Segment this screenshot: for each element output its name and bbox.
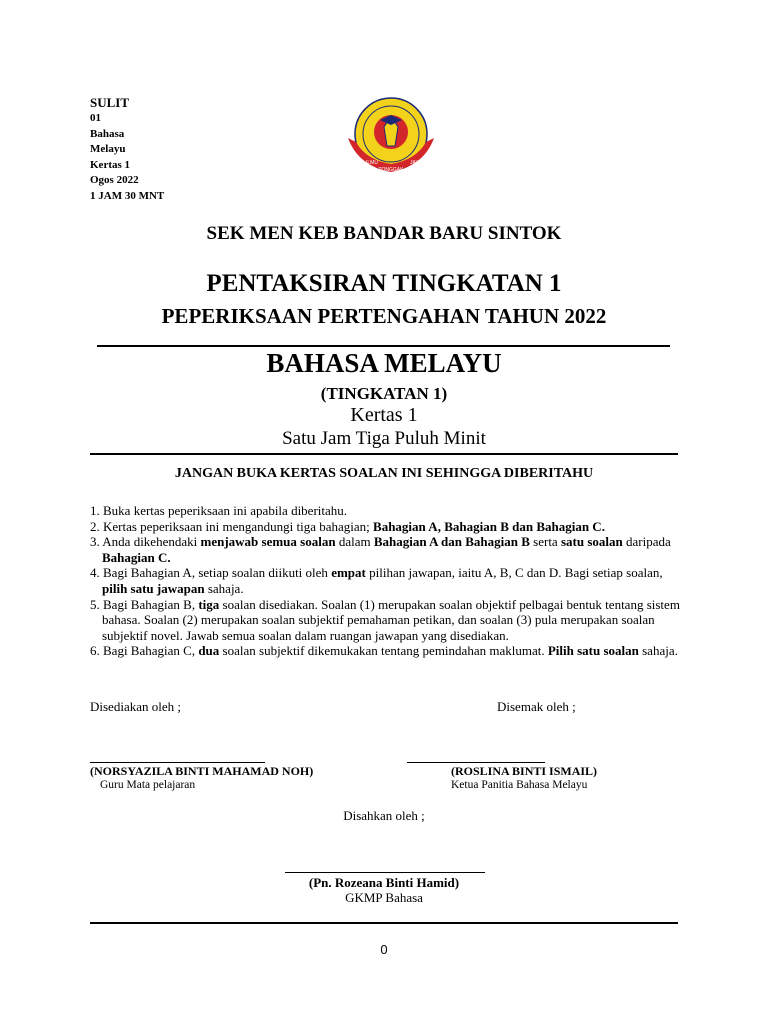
- approver-signature-line: [285, 872, 485, 873]
- instruction-emphasis: Bahagian C.: [102, 549, 171, 565]
- instruction-text: daripada: [622, 534, 671, 550]
- title-divider: [97, 345, 670, 347]
- school-logo: [340, 94, 442, 186]
- instructions-top-rule: [90, 453, 678, 455]
- subject-line-2: Melayu: [90, 143, 126, 155]
- exam-duration: 1 JAM 30 MNT: [90, 189, 165, 202]
- approver-role: GKMP Bahasa: [345, 890, 423, 905]
- checker-name: (ROSLINA BINTI ISMAIL): [451, 764, 598, 778]
- logo-motto-center: TONGGAK: [378, 167, 404, 173]
- approved-by-label: Disahkan oleh ;: [343, 808, 425, 823]
- instruction-text: 2. Kertas peperiksaan ini mengandungi tiga bahagian;: [90, 518, 374, 534]
- duration-text: Satu Jam Tiga Puluh Minit: [282, 428, 486, 449]
- preparer-role: Guru Mata pelajaran: [100, 779, 196, 791]
- instruction-text: sahaja.: [204, 580, 244, 596]
- paper-code: 01: [90, 112, 101, 124]
- approver-name: (Pn. Rozeana Binti Hamid): [308, 875, 460, 890]
- school-name: SEK MEN KEB BANDAR BARU SINTOK: [206, 223, 562, 244]
- instruction-emphasis: menjawab semua soalan: [200, 534, 336, 550]
- instructions-list: [90, 503, 690, 659]
- instruction-emphasis: dua: [198, 643, 220, 659]
- logo-motto-left: ILMU: [366, 160, 378, 166]
- instruction-item: [90, 534, 690, 565]
- instruction-emphasis: Bahagian A dan Bahagian B: [373, 534, 530, 550]
- instruction-item: [90, 597, 690, 644]
- instruction-text: 5. Bagi Bahagian B,: [90, 596, 199, 612]
- exam-title: PENTAKSIRAN TINGKATAN 1: [206, 270, 562, 297]
- instruction-text: dalam: [335, 534, 374, 550]
- logo-motto-right: JAYA: [410, 160, 422, 166]
- instruction-item: [90, 519, 690, 535]
- instruction-text: 4. Bagi Bahagian A, setiap soalan diikuti oleh: [90, 565, 332, 581]
- checker-role: Ketua Panitia Bahasa Melayu: [451, 779, 588, 791]
- instruction-text: 6. Bagi Bahagian C,: [90, 643, 199, 659]
- instruction-text: serta: [529, 534, 561, 550]
- classification-label: SULIT: [90, 95, 130, 110]
- paper-number: Kertas 1: [90, 158, 131, 171]
- header-info: [90, 94, 164, 204]
- instruction-text: pilihan jawapan, iaitu A, B, C dan D. Bagi setiap soalan,: [365, 565, 663, 581]
- instruction-item: [90, 643, 690, 659]
- instruction-item: [90, 503, 690, 519]
- instruction-emphasis: tiga: [198, 596, 220, 612]
- instruction-text: soalan subjektif dikemukakan tentang pemindahan maklumat.: [219, 643, 548, 659]
- instruction-item: [90, 565, 690, 596]
- prepared-by-label: Disediakan oleh ;: [90, 699, 181, 714]
- checker-signature-line: [407, 762, 545, 763]
- form-level: (TINGKATAN 1): [320, 384, 448, 403]
- instruction-text: soalan disediakan. Soalan (1) merupakan soalan objektif pelbagai bentuk tentang sistem bahasa. Soalan (2) merupakan soalan subjektif pemahaman petikan, dan soalan (3) pula merupakan soalan subjektif novel. Jawab semua soalan dalam ruangan jawapan yang disediakan.: [102, 596, 680, 643]
- footer-rule: [90, 922, 678, 924]
- instruction-emphasis: Pilih satu soalan: [547, 643, 639, 659]
- instruction-emphasis: Bahagian A, Bahagian B dan Bahagian C.: [373, 518, 605, 534]
- checked-by-label: Disemak oleh ;: [497, 699, 576, 714]
- instruction-text: sahaja.: [638, 643, 678, 659]
- page-number: 0: [380, 942, 388, 957]
- paper-label: Kertas 1: [350, 404, 418, 426]
- preparer-name: (NORSYAZILA BINTI MAHAMAD NOH): [90, 764, 314, 778]
- instruction-emphasis: satu soalan: [560, 534, 623, 550]
- instruction-emphasis: empat: [331, 565, 366, 581]
- subject-title: BAHASA MELAYU: [266, 348, 502, 378]
- instruction-text: 3. Anda dikehendaki: [90, 534, 201, 550]
- warning-notice: JANGAN BUKA KERTAS SOALAN INI SEHINGGA DIBERITAHU: [174, 466, 594, 481]
- instruction-emphasis: pilih satu jawapan: [102, 580, 205, 596]
- subject-line-1: Bahasa: [90, 127, 125, 140]
- exam-subtitle: PEPERIKSAAN PERTENGAHAN TAHUN 2022: [161, 304, 607, 328]
- exam-date: Ogos 2022: [90, 174, 139, 186]
- instruction-text: 1. Buka kertas peperiksaan ini apabila diberitahu.: [90, 503, 348, 518]
- preparer-signature-line: [90, 762, 265, 763]
